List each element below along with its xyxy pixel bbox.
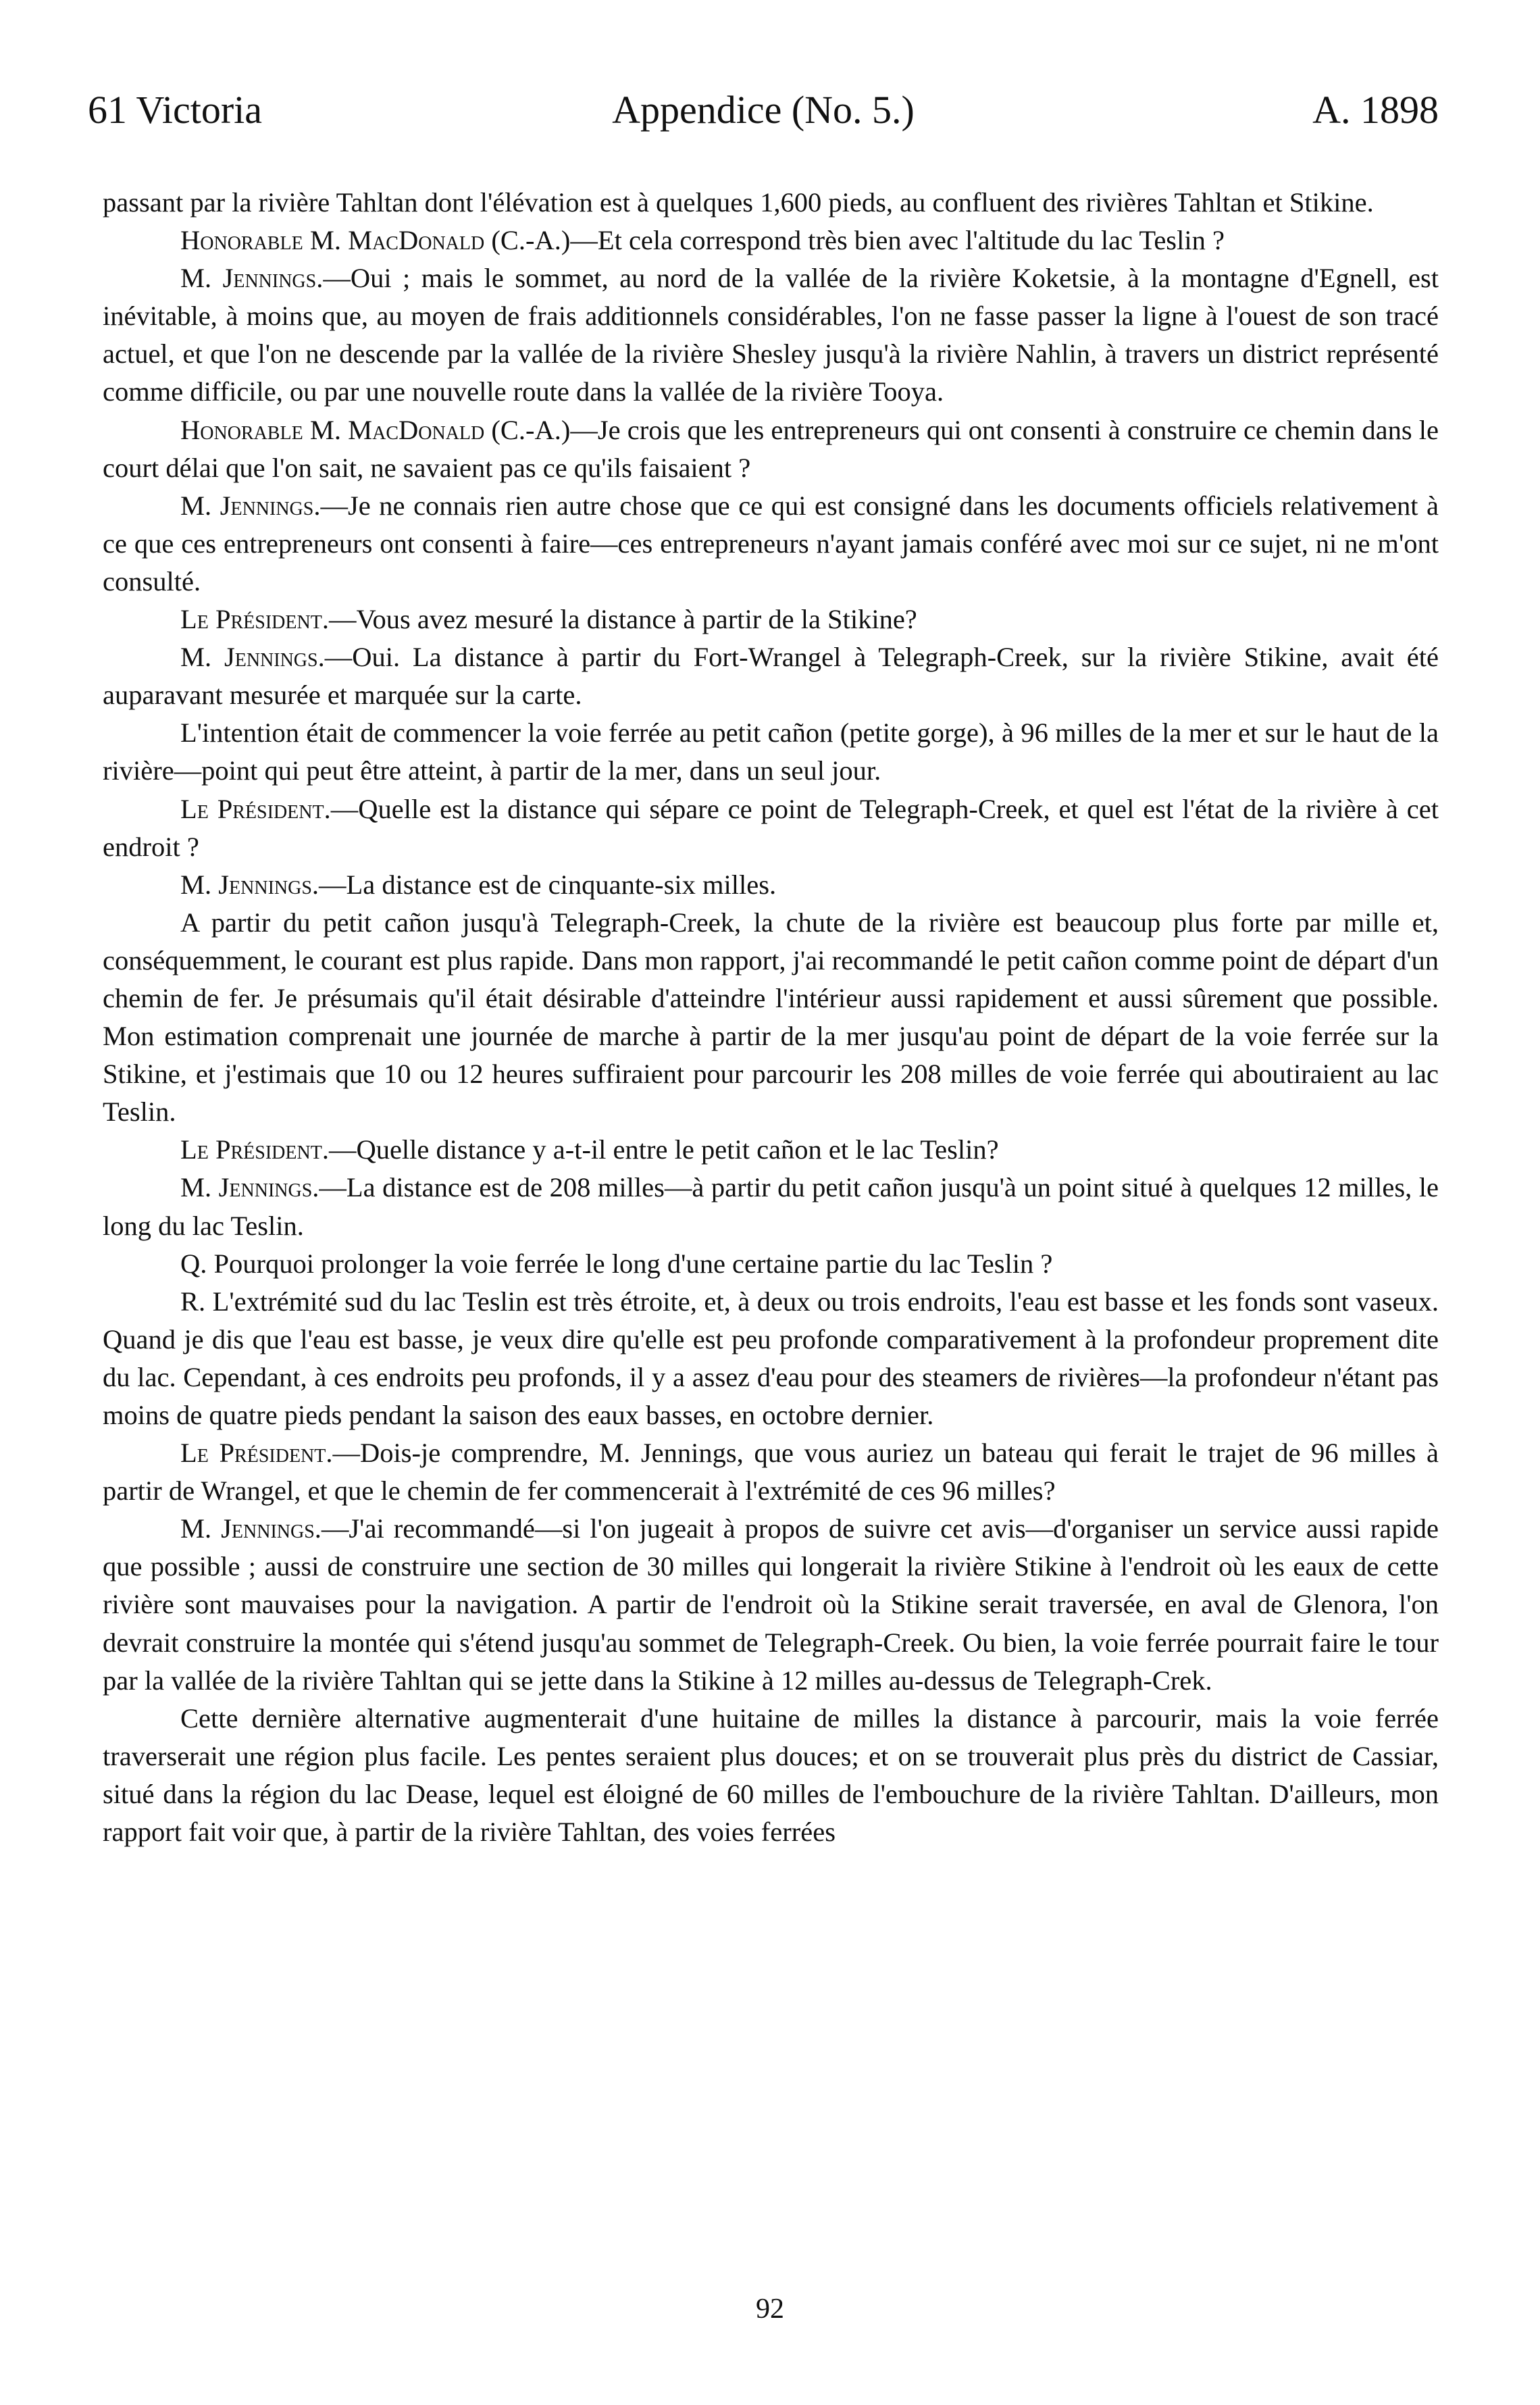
paragraph-14: [103, 1283, 1439, 1434]
paragraph-text-12: —La distance est de 208 milles—à partir du petit cañon jusqu'à un point situé à quelques 12 milles, le long du lac Teslin.: [103, 1172, 1439, 1241]
paragraph-text-14: R. L'extrémité sud du lac Teslin est très étroite, et, à deux ou trois endroits, l'eau est basse et les fonds sont vaseux. Quand je dis que l'eau est basse, je veux dire qu'elle est peu profonde comparativement à la profondeur proprement dite du lac. Cependant, à ces endroits peu profonds, il y a assez d'eau pour des steamers de rivières—la profondeur n'étant pas moins de quatre pieds pendant la saison des eaux basses, en octobre dernier.: [103, 1286, 1439, 1430]
paragraph-12: [103, 1169, 1439, 1244]
paragraph-text-0: passant par la rivière Tahltan dont l'élévation est à quelques 1,600 pieds, au confluent des rivières Tahltan et Stikine.: [103, 187, 1374, 218]
paragraph-13: [103, 1245, 1439, 1283]
paragraph-text-11: —Quelle distance y a-t-il entre le petit cañon et le lac Teslin?: [328, 1134, 999, 1165]
paragraph-text-8: —Quelle est la distance qui sépare ce point de Telegraph-Creek, et quel est l'état de la rivière à cet endroit ?: [103, 793, 1439, 862]
page-number: 92: [756, 2294, 784, 2325]
document-body: [103, 184, 1439, 1851]
paragraph-text-9: —La distance est de cinquante-six milles.: [319, 869, 777, 900]
speaker-12: M. Jennings.: [180, 1172, 319, 1203]
paragraph-text-3: —Je crois que les entrepreneurs qui ont consenti à construire ce chemin dans le court délai que l'on sait, ne savaient pas ce qu'ils faisaient ?: [103, 414, 1439, 483]
speaker-2: M. Jennings.: [180, 263, 324, 294]
paragraph-17: [103, 1700, 1439, 1851]
speaker-1: Honorable M. MacDonald (C.-A.): [180, 225, 571, 256]
page-footer: [0, 2290, 1540, 2328]
paragraph-5: [103, 601, 1439, 638]
speaker-15: Le Président.: [180, 1438, 333, 1469]
speaker-11: Le Président.: [180, 1134, 329, 1165]
paragraph-text-7: L'intention était de commencer la voie ferrée au petit cañon (petite gorge), à 96 milles de la mer et sur le haut de la rivière—point qui peut être atteint, à partir de la mer, dans un seul jour.: [103, 717, 1439, 786]
speaker-5: Le Président.: [180, 604, 329, 635]
paragraph-15: [103, 1434, 1439, 1510]
paragraph-text-4: —Je ne connais rien autre chose que ce qui est consigné dans les documents officiels relativement à ce que ces entrepreneurs ont consenti à faire—ces entrepreneurs n'ayant jamais conféré avec moi sur ce sujet, ni ne m'ont consulté.: [103, 490, 1439, 597]
speaker-6: M. Jennings.: [180, 642, 325, 673]
speaker-8: Le Président.: [180, 793, 331, 824]
paragraph-11: [103, 1131, 1439, 1169]
speaker-3: Honorable M. MacDonald (C.-A.): [180, 414, 571, 445]
paragraph-4: [103, 487, 1439, 601]
paragraph-2: [103, 259, 1439, 411]
paragraph-text-10: A partir du petit cañon jusqu'à Telegraph-Creek, la chute de la rivière est beaucoup plus forte par mille et, conséquemment, le courant est plus rapide. Dans mon rapport, j'ai recommandé le petit cañon comme point de départ d'un chemin de fer. Je présumais qu'il était désirable d'atteindre l'intérieur aussi rapidement et aussi sûrement que possible. Mon estimation comprenait une journée de marche à partir de la mer jusqu'au point de départ de la voie ferrée sur la Stikine, et j'estimais que 10 ou 12 heures suffiraient pour parcourir les 208 milles de voie ferrée qui aboutiraient au lac Teslin.: [103, 907, 1439, 1128]
paragraph-text-5: —Vous avez mesuré la distance à partir de la Stikine?: [328, 604, 917, 635]
paragraph-7: [103, 714, 1439, 790]
header-session: 61 Victoria: [88, 88, 262, 132]
paragraph-16: [103, 1510, 1439, 1699]
paragraph-text-16: —J'ai recommandé—si l'on jugeait à propos de suivre cet avis—d'organiser un service aussi rapide que possible ; aussi de construire une section de 30 milles qui longerait la rivière Stikine à l'endroit où les eaux de cette rivière sont mauvaises pour la navigation. A partir de l'endroit où la Stikine serait traversée, en aval de Glenora, l'on devrait construire la montée qui s'étend jusqu'au sommet de Telegraph-Creek. Ou bien, la voie ferrée pourrait faire le tour par la vallée de la rivière Tahltan qui se jette dans la Stikine à 12 milles au-dessus de Telegraph-Crek.: [103, 1513, 1439, 1696]
paragraph-3: [103, 411, 1439, 487]
speaker-4: M. Jennings.: [180, 490, 321, 521]
speaker-9: M. Jennings.: [180, 869, 319, 900]
paragraph-text-13: Q. Pourquoi prolonger la voie ferrée le long d'une certaine partie du lac Teslin ?: [180, 1248, 1053, 1279]
paragraph-text-2: —Oui ; mais le sommet, au nord de la vallée de la rivière Koketsie, à la montagne d'Egnell, est inévitable, à moins que, au moyen de frais additionnels considérables, l'on ne fasse passer la ligne à l'ouest de son tracé actuel, et que l'on ne descende par la vallée de la rivière Shesley jusqu'à la rivière Nahlin, à travers un district représenté comme difficile, ou par une nouvelle route dans la vallée de la rivière Tooya.: [103, 263, 1439, 407]
paragraph-text-17: Cette dernière alternative augmenterait d'une huitaine de milles la distance à parcourir, mais la voie ferrée traverserait une région plus facile. Les pentes seraient plus douces; et on se trouverait plus près du district de Cassiar, situé dans la région du lac Dease, lequel est éloigné de 60 milles de l'embouchure de la rivière Tahltan. D'ailleurs, mon rapport fait voir que, à partir de la rivière Tahltan, des voies ferrées: [103, 1702, 1439, 1848]
page-header: [88, 80, 1439, 141]
paragraph-0: [103, 184, 1439, 222]
paragraph-8: [103, 790, 1439, 866]
speaker-16: M. Jennings.: [180, 1513, 322, 1544]
paragraph-9: [103, 866, 1439, 904]
paragraph-text-15: —Dois-je comprendre, M. Jennings, que vous auriez un bateau qui ferait le trajet de 96 milles à partir de Wrangel, et que le chemin de fer commencerait à l'extrémité de ces 96 milles?: [103, 1438, 1439, 1507]
paragraph-text-1: —Et cela correspond très bien avec l'altitude du lac Teslin ?: [570, 225, 1225, 256]
header-year: A. 1898: [1312, 88, 1439, 132]
paragraph-1: [103, 222, 1439, 259]
paragraph-10: [103, 904, 1439, 1132]
header-title: Appendice (No. 5.): [612, 88, 915, 132]
paragraph-6: [103, 638, 1439, 714]
paragraph-text-6: —Oui. La distance à partir du Fort-Wrangel à Telegraph-Creek, sur la rivière Stikine, avait été auparavant mesurée et marquée sur la carte.: [103, 642, 1439, 711]
